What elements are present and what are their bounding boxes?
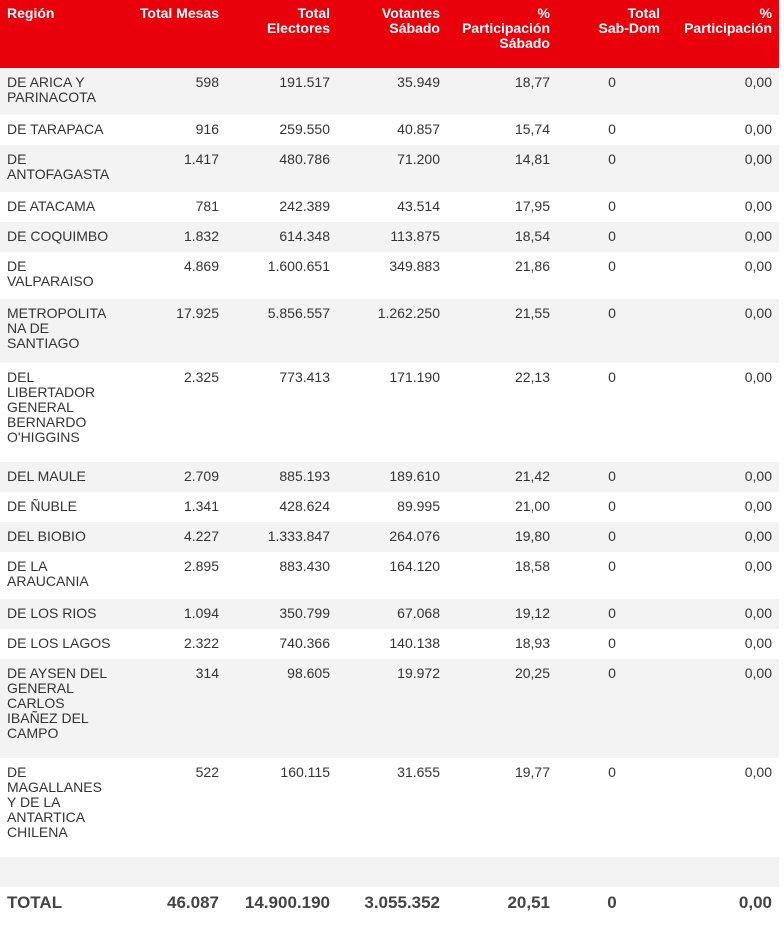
cell-part-sab: 21,55 bbox=[514, 305, 550, 321]
cell-part-sab: 14,81 bbox=[514, 151, 550, 167]
cell-electores: 1.333.847 bbox=[267, 528, 330, 544]
cell-votantes: 140.138 bbox=[389, 635, 440, 651]
header-votantes-sabado: Votantes Sábado bbox=[381, 5, 440, 36]
cell-mesas: 17.925 bbox=[176, 305, 219, 321]
cell-electores: 350.799 bbox=[279, 605, 330, 621]
cell-sab-dom: 0 bbox=[608, 74, 616, 90]
cell-part-sab: 18,54 bbox=[514, 228, 550, 244]
table-row bbox=[0, 552, 779, 599]
table-row bbox=[0, 659, 779, 758]
cell-part-sab: 18,58 bbox=[514, 558, 550, 574]
cell-sab-dom: 0 bbox=[608, 468, 616, 484]
cell-sab-dom: 0 bbox=[608, 665, 616, 681]
cell-mesas: 598 bbox=[195, 74, 219, 90]
cell-mesas: 1.094 bbox=[183, 605, 219, 621]
cell-votantes: 349.883 bbox=[389, 258, 440, 274]
cell-region: DEL MAULE bbox=[7, 468, 86, 484]
cell-votantes: 31.655 bbox=[397, 764, 440, 780]
total-part: 0,00 bbox=[738, 893, 772, 912]
total-sab-dom: 0 bbox=[607, 893, 617, 912]
cell-votantes: 40.857 bbox=[397, 121, 440, 137]
cell-mesas: 4.869 bbox=[183, 258, 219, 274]
cell-region: DEL BIOBIO bbox=[7, 528, 86, 544]
cell-part-sab: 21,42 bbox=[514, 468, 550, 484]
cell-electores: 98.605 bbox=[287, 665, 330, 681]
cell-electores: 1.600.651 bbox=[267, 258, 330, 274]
cell-votantes: 264.076 bbox=[389, 528, 440, 544]
cell-sab-dom: 0 bbox=[608, 605, 616, 621]
cell-region: DE COQUIMBO bbox=[7, 228, 109, 244]
cell-electores: 428.624 bbox=[279, 498, 330, 514]
cell-region: DE MAGALLANES Y DE LA ANTARTICA CHILENA bbox=[7, 764, 102, 840]
cell-mesas: 522 bbox=[195, 764, 219, 780]
cell-region: DE ARICA Y PARINACOTA bbox=[7, 74, 96, 105]
cell-electores: 885.193 bbox=[279, 468, 330, 484]
cell-region: DE LOS LAGOS bbox=[7, 635, 111, 651]
total-mesas: 46.087 bbox=[167, 893, 219, 912]
cell-sab-dom: 0 bbox=[608, 369, 616, 385]
cell-part: 0,00 bbox=[744, 558, 772, 574]
cell-part-sab: 20,25 bbox=[514, 665, 550, 681]
cell-mesas: 2.322 bbox=[183, 635, 219, 651]
cell-sab-dom: 0 bbox=[608, 228, 616, 244]
cell-votantes: 19.972 bbox=[397, 665, 440, 681]
total-part-sab: 20,51 bbox=[507, 893, 550, 912]
cell-mesas: 1.417 bbox=[183, 151, 219, 167]
cell-part-sab: 19,80 bbox=[514, 528, 550, 544]
table-row bbox=[0, 522, 779, 552]
header-region: Región bbox=[7, 5, 55, 21]
cell-votantes: 164.120 bbox=[389, 558, 440, 574]
cell-part: 0,00 bbox=[744, 198, 772, 214]
cell-electores: 614.348 bbox=[279, 228, 330, 244]
cell-mesas: 1.341 bbox=[183, 498, 219, 514]
cell-part: 0,00 bbox=[744, 498, 772, 514]
total-label: TOTAL bbox=[7, 893, 63, 912]
cell-part-sab: 19,12 bbox=[514, 605, 550, 621]
cell-part-sab: 19,77 bbox=[514, 764, 550, 780]
cell-part-sab: 22,13 bbox=[514, 369, 550, 385]
table-row bbox=[0, 629, 779, 659]
total-row bbox=[0, 887, 779, 921]
cell-sab-dom: 0 bbox=[608, 258, 616, 274]
table-row bbox=[0, 252, 779, 299]
cell-votantes: 113.875 bbox=[390, 228, 440, 244]
cell-votantes: 35.949 bbox=[397, 74, 440, 90]
cell-electores: 191.517 bbox=[279, 74, 330, 90]
table-row bbox=[0, 363, 779, 462]
cell-part-sab: 18,77 bbox=[514, 74, 550, 90]
total-electores: 14.900.190 bbox=[244, 893, 330, 912]
cell-region: DE AYSEN DEL GENERAL CARLOS IBAÑEZ DEL CAMPO bbox=[7, 665, 108, 741]
cell-region: DE LA ARAUCANIA bbox=[7, 558, 89, 589]
spacer-row bbox=[0, 857, 779, 887]
table-row bbox=[0, 462, 779, 492]
cell-part: 0,00 bbox=[744, 151, 772, 167]
cell-votantes: 71.200 bbox=[397, 151, 440, 167]
cell-region: DE ATACAMA bbox=[7, 198, 96, 214]
cell-mesas: 1.832 bbox=[183, 228, 219, 244]
table-row bbox=[0, 222, 779, 252]
cell-sab-dom: 0 bbox=[608, 121, 616, 137]
cell-region: DE LOS RIOS bbox=[7, 605, 97, 621]
cell-part-sab: 21,00 bbox=[514, 498, 550, 514]
cell-part: 0,00 bbox=[744, 635, 772, 651]
cell-votantes: 189.610 bbox=[389, 468, 440, 484]
cell-part: 0,00 bbox=[744, 369, 772, 385]
table-row bbox=[0, 145, 779, 192]
cell-votantes: 43.514 bbox=[397, 198, 440, 214]
cell-sab-dom: 0 bbox=[608, 498, 616, 514]
cell-votantes: 1.262.250 bbox=[377, 305, 440, 321]
table-row bbox=[0, 758, 779, 857]
cell-votantes: 67.068 bbox=[397, 605, 440, 621]
cell-sab-dom: 0 bbox=[608, 558, 616, 574]
header-participacion-sabado: % Participación Sábado bbox=[462, 5, 550, 51]
cell-mesas: 781 bbox=[195, 198, 219, 214]
cell-electores: 259.550 bbox=[279, 121, 330, 137]
cell-electores: 740.366 bbox=[279, 635, 330, 651]
cell-votantes: 171.190 bbox=[389, 369, 440, 385]
cell-sab-dom: 0 bbox=[608, 764, 616, 780]
cell-part-sab: 15,74 bbox=[514, 121, 550, 137]
cell-sab-dom: 0 bbox=[608, 305, 616, 321]
header-total-electores: Total Electores bbox=[266, 5, 330, 36]
cell-votantes: 89.995 bbox=[397, 498, 440, 514]
cell-region: DEL LIBERTADOR GENERAL BERNARDO O'HIGGINS bbox=[7, 369, 96, 445]
cell-part: 0,00 bbox=[744, 605, 772, 621]
cell-electores: 480.786 bbox=[279, 151, 330, 167]
cell-region: DE VALPARAISO bbox=[7, 258, 94, 289]
cell-mesas: 2.325 bbox=[183, 369, 219, 385]
table-row bbox=[0, 68, 779, 115]
cell-region: METROPOLITA NA DE SANTIAGO bbox=[7, 305, 107, 351]
cell-mesas: 314 bbox=[195, 665, 219, 681]
cell-mesas: 2.709 bbox=[183, 468, 219, 484]
cell-region: DE TARAPACA bbox=[7, 121, 104, 137]
cell-part: 0,00 bbox=[744, 121, 772, 137]
cell-part: 0,00 bbox=[744, 305, 772, 321]
header-total-sab-dom: Total Sab-Dom bbox=[598, 5, 660, 36]
cell-part: 0,00 bbox=[744, 228, 772, 244]
cell-part-sab: 21,86 bbox=[514, 258, 550, 274]
cell-part-sab: 17,95 bbox=[514, 198, 550, 214]
spacer-cell bbox=[0, 857, 779, 887]
cell-sab-dom: 0 bbox=[608, 198, 616, 214]
cell-electores: 883.430 bbox=[279, 558, 330, 574]
cell-region: DE ANTOFAGASTA bbox=[7, 151, 110, 182]
table-row bbox=[0, 299, 779, 363]
cell-electores: 242.389 bbox=[279, 198, 330, 214]
cell-electores: 773.413 bbox=[279, 369, 330, 385]
cell-mesas: 2.895 bbox=[183, 558, 219, 574]
header-row bbox=[0, 0, 779, 68]
cell-electores: 160.115 bbox=[280, 764, 330, 780]
header-total-mesas: Total Mesas bbox=[139, 5, 219, 21]
table-row bbox=[0, 492, 779, 522]
header-participacion: % Participación bbox=[684, 5, 772, 36]
cell-electores: 5.856.557 bbox=[267, 305, 330, 321]
cell-part: 0,00 bbox=[744, 258, 772, 274]
cell-mesas: 4.227 bbox=[183, 528, 219, 544]
table-row bbox=[0, 115, 779, 145]
cell-sab-dom: 0 bbox=[608, 635, 616, 651]
cell-region: DE ÑUBLE bbox=[7, 498, 78, 514]
cell-mesas: 916 bbox=[195, 121, 219, 137]
cell-sab-dom: 0 bbox=[608, 528, 616, 544]
cell-part: 0,00 bbox=[744, 665, 772, 681]
cell-part-sab: 18,93 bbox=[514, 635, 550, 651]
table-row bbox=[0, 192, 779, 222]
cell-part: 0,00 bbox=[744, 528, 772, 544]
cell-part: 0,00 bbox=[744, 74, 772, 90]
cell-sab-dom: 0 bbox=[608, 151, 616, 167]
table-row bbox=[0, 599, 779, 629]
cell-part: 0,00 bbox=[744, 468, 772, 484]
cell-part: 0,00 bbox=[744, 764, 772, 780]
total-votantes: 3.055.352 bbox=[364, 893, 440, 912]
